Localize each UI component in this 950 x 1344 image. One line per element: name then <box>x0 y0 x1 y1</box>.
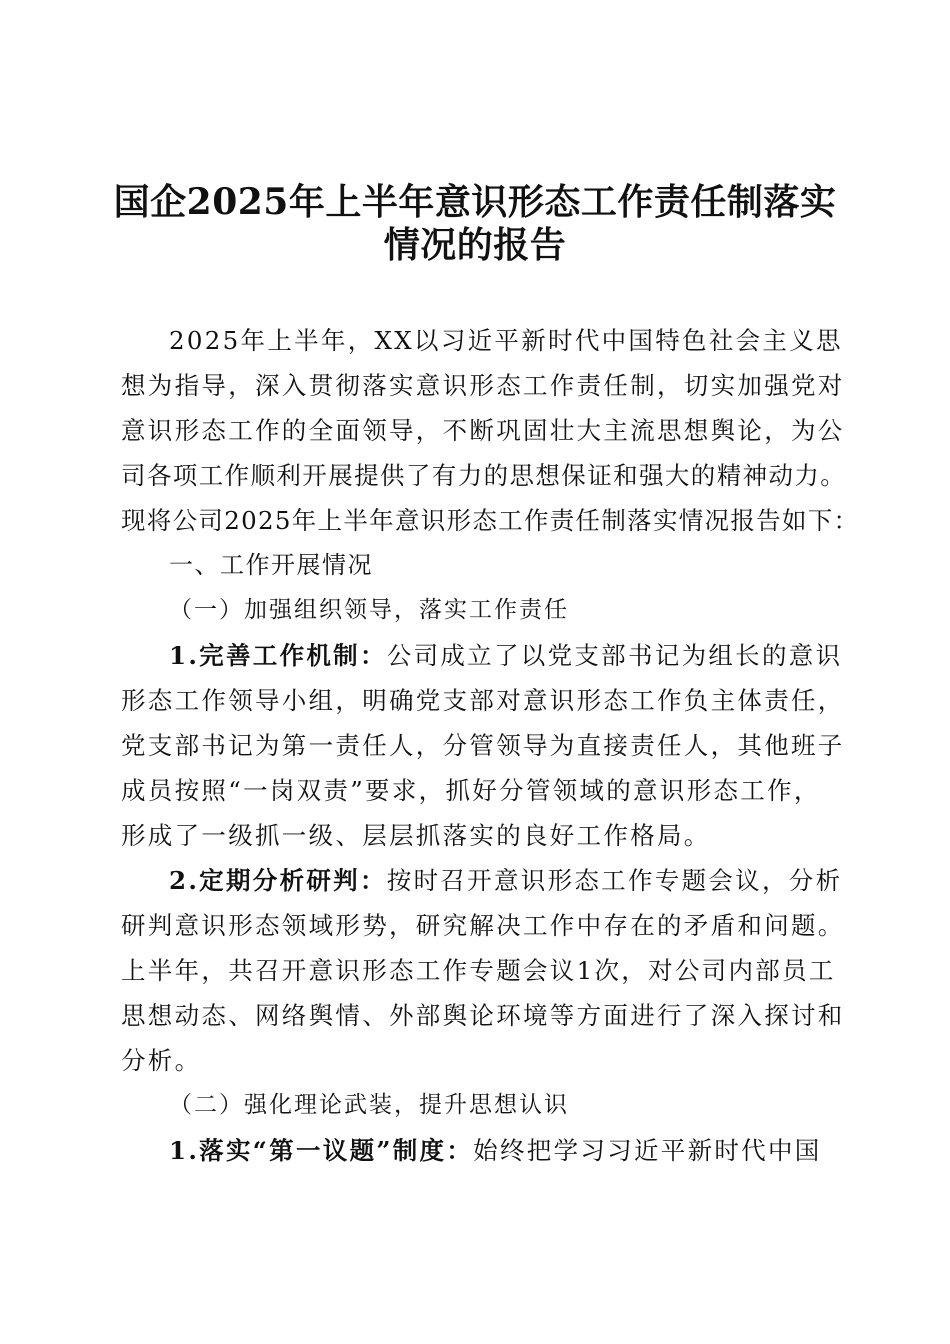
item-line: 形成了一级抓一级、层层抓落实的良好工作格局。 <box>121 821 711 850</box>
intro-line: 意识形态工作的全面领导，不断巩固壮大主流思想舆论，为公 <box>121 416 845 445</box>
intro-line: 司各项工作顺利开展提供了有力的思想保证和强大的精神动力。 <box>121 461 847 490</box>
intro-line: 2025年上半年，XX以习近平新时代中国特色社会主义思 <box>169 326 843 355</box>
subsection-heading: （一）加强组织领导，落实工作责任 <box>169 597 569 623</box>
intro-line: 想为指导，深入贯彻落实意识形态工作责任制，切实加强党对 <box>121 371 845 400</box>
item-line: 分析。 <box>121 1046 202 1075</box>
item-line: 成员按照“一岗双责”要求，抓好分管领域的意识形态工作， <box>121 776 821 805</box>
section-heading: 一、工作开展情况 <box>169 551 373 579</box>
item-line: 思想动态、网络舆情、外部舆论环境等方面进行了深入探讨和 <box>121 1001 845 1030</box>
item-text: 公司成立了以党支部书记为组长的意识 <box>386 641 843 670</box>
item-label: 1.落实“第一议题”制度： <box>169 1136 474 1165</box>
document-title-line-1: 国企2025年上半年意识形态工作责任制落实 <box>113 181 837 223</box>
document-body <box>121 318 860 1173</box>
item-line: 党支部书记为第一责任人，分管领导为直接责任人，其他班子 <box>121 731 845 760</box>
item-line: 形态工作领导小组，明确党支部对意识形态工作负主体责任， <box>121 686 845 715</box>
item-label: 2.定期分析研判： <box>169 866 387 895</box>
intro-line: 现将公司2025年上半年意识形态工作责任制落实情况报告如下： <box>121 506 860 535</box>
item-label: 1.完善工作机制： <box>169 641 387 670</box>
item-line: 上半年，共召开意识形态工作专题会议1次，对公司内部员工 <box>121 956 836 985</box>
document-title-line-2: 情况的报告 <box>383 224 567 266</box>
item-line: 研判意识形态领域形势，研究解决工作中存在的矛盾和问题。 <box>121 911 845 940</box>
item-first-line <box>121 858 843 903</box>
item-text: 始终把学习习近平新时代中国 <box>473 1136 822 1165</box>
item-first-line <box>121 633 843 678</box>
subsection-heading: （二）强化理论武装，提升思想认识 <box>169 1092 569 1118</box>
item-first-line <box>121 1128 825 1173</box>
item-text: 按时召开意识形态工作专题会议，分析 <box>386 866 843 895</box>
